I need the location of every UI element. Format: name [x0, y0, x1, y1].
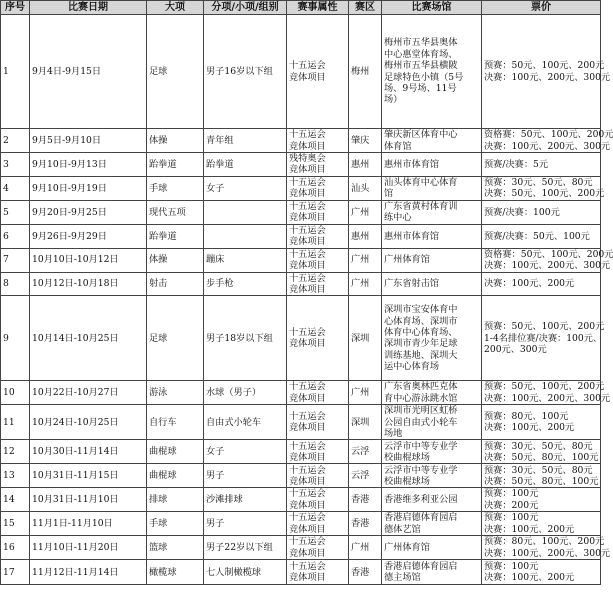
row-venue	[382, 224, 482, 248]
row-attribute-line: 竞体项目	[289, 392, 326, 404]
table-row	[1, 488, 601, 512]
row-attribute	[287, 512, 349, 536]
row-date: 10月14日-10月25日	[30, 296, 147, 381]
row-price-line: 预赛：30元、50元、80元	[484, 440, 593, 452]
row-attribute	[287, 248, 349, 272]
row-date: 9月4日-9月15日	[30, 15, 147, 129]
row-attribute-line: 十五运会	[289, 60, 326, 72]
row-price-line: 预赛：100元	[484, 560, 539, 572]
row-attribute-line: 十五运会	[289, 536, 326, 548]
row-price	[482, 296, 605, 381]
row-attribute-line: 十五运会	[289, 248, 326, 260]
row-zone: 深圳	[349, 296, 382, 381]
row-price-line: 预赛：50元、100元、200元	[484, 321, 605, 333]
row-number: 14	[1, 488, 30, 512]
row-zone: 惠州	[349, 153, 382, 177]
row-venue-line: 心体育场、深圳市	[384, 315, 458, 327]
row-zone: 云浮	[349, 440, 382, 464]
table-row	[1, 464, 601, 488]
row-attribute	[287, 381, 349, 405]
table-row	[1, 200, 601, 224]
row-price	[482, 512, 601, 536]
row-venue	[382, 512, 482, 536]
row-venue-line: 德体艺馆	[384, 523, 421, 535]
row-price	[482, 272, 601, 296]
row-attribute-line: 十五运会	[289, 176, 326, 188]
row-venue-line: 体育中心体育场、	[384, 327, 458, 339]
row-venue-line: 馆	[384, 188, 394, 200]
table-row	[1, 248, 601, 272]
row-event	[204, 224, 287, 248]
table-row	[1, 512, 601, 536]
row-date: 11月10日-11月20日	[30, 536, 147, 560]
row-number: 4	[1, 176, 30, 200]
row-sport: 跆拳道	[147, 153, 204, 177]
row-number: 13	[1, 464, 30, 488]
table-row	[1, 560, 601, 585]
row-attribute-line: 十五运会	[289, 512, 326, 524]
row-event: 男子18岁以下组	[204, 296, 287, 381]
row-venue-line: 校曲棍球场	[384, 475, 430, 487]
row-number: 15	[1, 512, 30, 536]
row-attribute-line: 十五运会	[289, 440, 326, 452]
table-row	[1, 440, 601, 464]
row-venue-line: 汕头体育中心体育	[384, 176, 458, 188]
row-date: 9月20日-9月25日	[30, 200, 147, 224]
row-sport: 曲棍球	[147, 464, 204, 488]
row-price-line: 预赛：30元、50元、80元	[484, 176, 593, 188]
row-venue-line: 德主场馆	[384, 572, 421, 584]
row-price	[482, 440, 601, 464]
row-venue	[382, 200, 482, 224]
row-date: 9月26日-9月29日	[30, 224, 147, 248]
row-attribute-line: 竞体项目	[289, 260, 326, 272]
row-venue-line: 公园自由式小轮车	[384, 416, 458, 428]
row-venue	[382, 176, 482, 200]
row-price-line: 决赛：100元、200元、300元	[484, 140, 611, 152]
row-price	[482, 129, 613, 153]
row-venue-line: 广州体育馆	[384, 542, 430, 554]
row-attribute-line: 十五运会	[289, 272, 326, 284]
row-attribute-line: 竞体项目	[289, 523, 326, 535]
row-venue-line: 场、9号场、11号	[384, 82, 457, 94]
row-attribute	[287, 200, 349, 224]
row-date: 9月5日-9月10日	[30, 129, 147, 153]
row-venue	[382, 296, 482, 381]
header-zone: 赛区	[349, 1, 382, 15]
table-body	[1, 15, 613, 585]
row-venue-line: 惠州市体育馆	[384, 230, 440, 242]
row-attribute-line: 竞体项目	[289, 212, 326, 224]
row-price-line: 200元、300元	[484, 344, 547, 356]
row-venue-line: 梅州市五华县横陂	[384, 60, 458, 72]
row-event: 步手枪	[204, 272, 287, 296]
row-price-line: 预赛：100元	[484, 488, 539, 500]
row-price-line: 预赛：30元、50元、80元	[484, 464, 593, 476]
row-venue-line: 香港启德体育园启	[384, 560, 458, 572]
table-row	[1, 405, 601, 440]
row-date: 9月10日-9月19日	[30, 176, 147, 200]
row-event: 男子	[204, 464, 287, 488]
row-number: 7	[1, 248, 30, 272]
row-attribute	[287, 440, 349, 464]
table-row	[1, 224, 601, 248]
row-price-line: 决赛：100元、200元、300元	[484, 392, 611, 404]
row-venue-line: 广州体育馆	[384, 254, 430, 266]
row-price	[482, 15, 611, 129]
row-venue-line: 中心惠堂体育场、	[384, 48, 458, 60]
row-event: 女子	[204, 440, 287, 464]
row-price-line: 预赛：50元、100元、200元	[484, 381, 605, 393]
row-attribute	[287, 536, 349, 560]
row-venue	[382, 440, 482, 464]
row-number: 1	[1, 15, 30, 129]
row-date: 10月10日-10月12日	[30, 248, 147, 272]
row-venue-line: 深圳市青少年足球	[384, 338, 458, 350]
header-no: 序号	[1, 1, 30, 15]
row-zone: 香港	[349, 488, 382, 512]
row-event: 跆拳道	[204, 153, 287, 177]
row-attribute-line: 十五运会	[289, 488, 326, 500]
row-venue	[382, 560, 482, 585]
row-attribute-line: 竞体项目	[289, 188, 326, 200]
row-price-line: 决赛：100元、200元	[484, 422, 575, 434]
row-venue	[382, 272, 482, 296]
row-event: 沙滩排球	[204, 488, 287, 512]
table-row	[1, 296, 601, 381]
row-event: 七人制橄榄球	[204, 560, 287, 585]
row-attribute-line: 十五运会	[289, 560, 326, 572]
row-venue	[382, 153, 482, 177]
row-zone: 汕头	[349, 176, 382, 200]
table-row	[1, 15, 601, 129]
row-attribute-line: 竞体项目	[289, 338, 326, 350]
row-price	[482, 176, 605, 200]
row-venue-line: 云浮市中等专业学	[384, 440, 458, 452]
row-event: 男子	[204, 512, 287, 536]
row-venue	[382, 381, 482, 405]
row-venue	[382, 488, 482, 512]
row-date: 10月22日-10月27日	[30, 381, 147, 405]
row-venue-line: 育中心游泳跳水馆	[384, 392, 458, 404]
row-price-line: 预赛/决赛：5元	[484, 158, 549, 170]
row-sport: 现代五项	[147, 200, 204, 224]
row-attribute	[287, 129, 349, 153]
row-date: 11月12日-11月14日	[30, 560, 147, 585]
row-sport: 射击	[147, 272, 204, 296]
row-attribute-line: 十五运会	[289, 464, 326, 476]
row-date: 10月30日-11月14日	[30, 440, 147, 464]
row-venue-line: 运中心体育场	[384, 361, 440, 373]
row-sport: 足球	[147, 15, 204, 129]
row-venue	[382, 405, 482, 440]
row-attribute-line: 竞体项目	[289, 422, 326, 434]
row-attribute-line: 竞体项目	[289, 71, 326, 83]
row-sport: 手球	[147, 176, 204, 200]
row-attribute-line: 十五运会	[289, 129, 326, 141]
row-number: 3	[1, 153, 30, 177]
row-price	[482, 488, 601, 512]
row-sport: 足球	[147, 296, 204, 381]
row-venue-line: 惠州市体育馆	[384, 158, 440, 170]
row-attribute	[287, 464, 349, 488]
table-row	[1, 381, 601, 405]
row-zone: 梅州	[349, 15, 382, 129]
row-zone: 广州	[349, 200, 382, 224]
row-venue-line: 练中心	[384, 212, 412, 224]
row-venue-line: 云浮市中等专业学	[384, 464, 458, 476]
row-attribute-line: 竞体项目	[289, 499, 326, 511]
row-attribute-line: 竞体项目	[289, 547, 326, 559]
row-venue-line: 校曲棍球场	[384, 451, 430, 463]
row-zone: 广州	[349, 381, 382, 405]
row-event	[204, 200, 287, 224]
row-venue-line: 场）	[384, 94, 403, 106]
row-price-line: 决赛：100元、200元	[484, 278, 575, 290]
row-event: 男子16岁以下组	[204, 15, 287, 129]
row-attribute	[287, 488, 349, 512]
row-price-line: 决赛：50元、100元、200元	[484, 188, 605, 200]
row-number: 10	[1, 381, 30, 405]
header-venue: 比赛场馆	[382, 1, 482, 15]
row-price-line: 资格赛：50元、100元、200元	[484, 129, 613, 141]
row-zone: 云浮	[349, 464, 382, 488]
row-price-line: 决赛：50元、80元、100元	[484, 475, 599, 487]
row-zone: 广州	[349, 272, 382, 296]
row-price	[482, 200, 601, 224]
row-attribute-line: 十五运会	[289, 381, 326, 393]
row-venue-line: 香港启德体育园启	[384, 512, 458, 524]
row-venue	[382, 464, 482, 488]
row-sport: 手球	[147, 512, 204, 536]
row-event: 青年组	[204, 129, 287, 153]
row-sport: 跆拳道	[147, 224, 204, 248]
row-price	[482, 153, 601, 177]
row-attribute	[287, 405, 349, 440]
row-zone: 肇庆	[349, 129, 382, 153]
row-attribute	[287, 153, 349, 177]
row-price	[482, 536, 611, 560]
row-venue-line: 深圳市宝安体育中	[384, 304, 458, 316]
row-price-line: 决赛：200元	[484, 499, 539, 511]
row-event: 女子	[204, 176, 287, 200]
row-sport: 篮球	[147, 536, 204, 560]
row-zone: 深圳	[349, 405, 382, 440]
row-venue	[382, 129, 482, 153]
row-venue-line: 广东省射击馆	[384, 278, 440, 290]
row-price-line: 决赛：50元、80元、100元	[484, 451, 599, 463]
row-event: 男子22岁以下组	[204, 536, 287, 560]
row-venue	[382, 15, 482, 129]
row-price-line: 决赛：100元、200元、300元	[484, 71, 611, 83]
row-date: 10月31日-11月15日	[30, 464, 147, 488]
row-venue	[382, 536, 482, 560]
row-number: 17	[1, 560, 30, 585]
row-number: 11	[1, 405, 30, 440]
row-zone: 香港	[349, 560, 382, 585]
row-price	[482, 248, 613, 272]
row-date: 10月24日-10月25日	[30, 405, 147, 440]
row-price	[482, 224, 601, 248]
header-date: 比赛日期	[30, 1, 147, 15]
row-number: 16	[1, 536, 30, 560]
row-date: 10月31日-11月10日	[30, 488, 147, 512]
row-zone: 香港	[349, 512, 382, 536]
row-attribute	[287, 560, 349, 585]
row-price-line: 预赛：80元、100元	[484, 410, 569, 422]
row-price-line: 决赛：100元、200元	[484, 523, 575, 535]
row-sport: 体操	[147, 129, 204, 153]
table-row	[1, 272, 601, 296]
row-price-line: 决赛：100元、200元	[484, 572, 575, 584]
row-number: 5	[1, 200, 30, 224]
row-venue-line: 广东省奥林匹克体	[384, 381, 458, 393]
row-venue	[382, 248, 482, 272]
row-attribute-line: 竞体项目	[289, 475, 326, 487]
row-attribute-line: 十五运会	[289, 224, 326, 236]
table-row	[1, 129, 601, 153]
row-price-line: 预赛/决赛：100元	[484, 206, 560, 218]
row-price	[482, 560, 601, 585]
row-zone: 惠州	[349, 224, 382, 248]
row-venue-line: 场地	[384, 428, 403, 440]
row-price-line: 预赛：50元、100元、200元	[484, 60, 605, 72]
row-price	[482, 464, 601, 488]
row-number: 6	[1, 224, 30, 248]
row-zone: 广州	[349, 536, 382, 560]
header-attribute: 赛事属性	[287, 1, 349, 15]
row-venue-line: 训练基地、深圳大	[384, 349, 458, 361]
row-price-line: 决赛：100元、200元、300元	[484, 260, 611, 272]
row-venue-line: 广东省黄村体育训	[384, 200, 458, 212]
row-price	[482, 381, 611, 405]
row-sport: 自行车	[147, 405, 204, 440]
row-attribute-line: 竞体项目	[289, 140, 326, 152]
row-price-line: 预赛：100元	[484, 512, 539, 524]
header-event: 分项/小项/组别	[204, 1, 287, 15]
row-attribute	[287, 176, 349, 200]
table-header-row	[1, 1, 601, 15]
row-attribute-line: 竞体项目	[289, 572, 326, 584]
table-row	[1, 536, 601, 560]
row-price-line: 预赛/决赛：50元、100元	[484, 230, 590, 242]
row-sport: 游泳	[147, 381, 204, 405]
row-attribute	[287, 224, 349, 248]
row-venue-line: 梅州市五华县奥体	[384, 37, 458, 49]
row-attribute-line: 残特奥会	[289, 153, 326, 164]
row-attribute-line: 十五运会	[289, 410, 326, 422]
row-attribute	[287, 15, 349, 129]
row-venue-line: 足球特色小镇（5号	[384, 71, 464, 83]
row-number: 12	[1, 440, 30, 464]
row-sport: 橄榄球	[147, 560, 204, 585]
row-number: 2	[1, 129, 30, 153]
row-attribute	[287, 296, 349, 381]
table-row	[1, 153, 601, 177]
row-price-line: 资格赛：50元、100元、200元	[484, 248, 613, 260]
row-price-line: 决赛：100元、200元、300元	[484, 547, 611, 559]
row-price	[482, 405, 601, 440]
row-venue-line: 深圳市光明区虹桥	[384, 405, 458, 417]
row-attribute-line: 竞体项目	[289, 164, 326, 176]
row-zone: 广州	[349, 248, 382, 272]
row-date: 11月1日-11月10日	[30, 512, 147, 536]
row-sport: 曲棍球	[147, 440, 204, 464]
row-attribute-line: 十五运会	[289, 200, 326, 212]
header-sport: 大项	[147, 1, 204, 15]
table-row	[1, 176, 601, 200]
row-attribute-line: 竞体项目	[289, 451, 326, 463]
row-date: 10月12日-10月18日	[30, 272, 147, 296]
row-number: 9	[1, 296, 30, 381]
row-attribute	[287, 272, 349, 296]
row-event: 自由式小轮车	[204, 405, 287, 440]
row-number: 8	[1, 272, 30, 296]
row-sport: 排球	[147, 488, 204, 512]
row-attribute-line: 竞体项目	[289, 284, 326, 296]
header-price: 票价	[482, 1, 601, 15]
row-event: 蹦床	[204, 248, 287, 272]
row-event: 水球（男子）	[204, 381, 287, 405]
row-price-line: 预赛：80元、100元、200元	[484, 536, 605, 548]
row-venue-line: 香港维多利亚公园	[384, 494, 458, 506]
row-attribute-line: 竞体项目	[289, 236, 326, 248]
row-sport: 体操	[147, 248, 204, 272]
row-attribute-line: 十五运会	[289, 327, 326, 339]
row-venue-line: 体育馆	[384, 140, 412, 152]
row-venue-line: 肇庆新区体育中心	[384, 129, 458, 141]
row-price-line: 1-4名排位赛/决赛：100元、	[484, 332, 603, 344]
row-date: 9月10日-9月13日	[30, 153, 147, 177]
